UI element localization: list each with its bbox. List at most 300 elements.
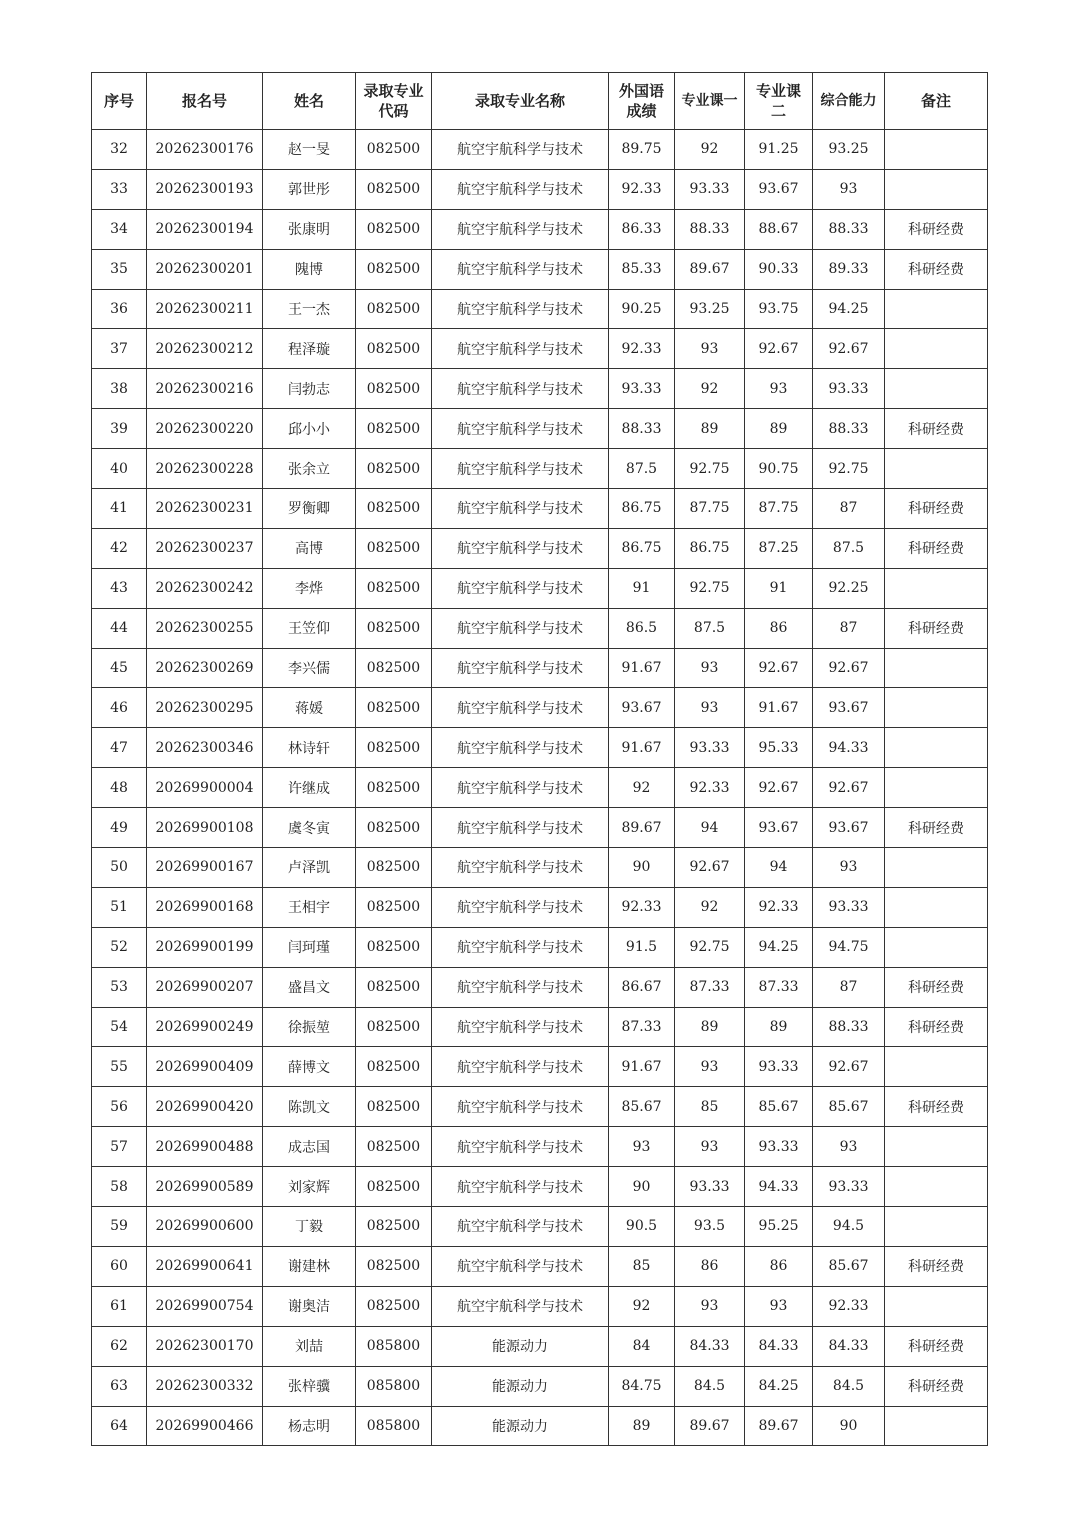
cell-seq: 39 [92,409,147,449]
cell-course1: 92.75 [675,449,745,489]
cell-overall: 87 [813,608,885,648]
cell-major-name: 航空宇航科学与技术 [432,608,609,648]
cell-major-code: 082500 [356,648,432,688]
table-header [92,73,988,130]
cell-course1: 92.33 [675,768,745,808]
cell-seq: 49 [92,808,147,848]
cell-major-code: 082500 [356,289,432,329]
cell-course2: 89.67 [745,1406,813,1446]
cell-reg-no: 20269900004 [147,768,263,808]
cell-major-name: 航空宇航科学与技术 [432,409,609,449]
cell-course2: 93.67 [745,169,813,209]
cell-major-name: 航空宇航科学与技术 [432,648,609,688]
table-row [92,808,988,848]
cell-overall: 92.33 [813,1286,885,1326]
cell-foreign-lang: 86.67 [609,967,675,1007]
cell-major-code: 082500 [356,1087,432,1127]
table-row [92,249,988,289]
cell-course1: 89 [675,1007,745,1047]
cell-course2: 90.75 [745,449,813,489]
table-row [92,967,988,1007]
cell-reg-no: 20262300193 [147,169,263,209]
table-row [92,329,988,369]
cell-reg-no: 20262300255 [147,608,263,648]
header-course1: 专业课一 [675,73,745,130]
cell-major-code: 082500 [356,169,432,209]
cell-foreign-lang: 86.5 [609,608,675,648]
cell-name: 蒋媛 [263,688,356,728]
cell-course2: 87.33 [745,967,813,1007]
table-row [92,209,988,249]
cell-seq: 32 [92,130,147,170]
cell-course2: 85.67 [745,1087,813,1127]
cell-seq: 64 [92,1406,147,1446]
header-remark: 备注 [885,73,988,130]
cell-major-name: 航空宇航科学与技术 [432,927,609,967]
cell-seq: 47 [92,728,147,768]
cell-seq: 63 [92,1366,147,1406]
table-row [92,887,988,927]
cell-name: 刘家辉 [263,1167,356,1207]
cell-major-name: 航空宇航科学与技术 [432,1167,609,1207]
cell-reg-no: 20269900168 [147,887,263,927]
cell-remark [885,1127,988,1167]
cell-name: 徐振堃 [263,1007,356,1047]
cell-foreign-lang: 84 [609,1326,675,1366]
cell-overall: 93.67 [813,808,885,848]
cell-major-name: 航空宇航科学与技术 [432,967,609,1007]
cell-foreign-lang: 90 [609,848,675,888]
header-course2: 专业课二 [745,73,813,130]
cell-course1: 93.25 [675,289,745,329]
cell-name: 隗博 [263,249,356,289]
cell-course1: 92 [675,369,745,409]
cell-major-code: 082500 [356,728,432,768]
cell-overall: 94.75 [813,927,885,967]
cell-major-name: 航空宇航科学与技术 [432,130,609,170]
cell-remark [885,1167,988,1207]
cell-course1: 94 [675,808,745,848]
cell-remark: 科研经费 [885,1246,988,1286]
cell-course2: 92.67 [745,768,813,808]
cell-remark [885,1047,988,1087]
cell-course1: 93.33 [675,169,745,209]
cell-reg-no: 20269900600 [147,1207,263,1247]
table-row [92,1406,988,1446]
cell-course1: 88.33 [675,209,745,249]
cell-foreign-lang: 90.5 [609,1207,675,1247]
cell-name: 卢泽凯 [263,848,356,888]
table-row [92,1167,988,1207]
cell-course1: 87.5 [675,608,745,648]
cell-remark [885,289,988,329]
cell-course1: 93 [675,648,745,688]
cell-reg-no: 20262300194 [147,209,263,249]
cell-seq: 40 [92,449,147,489]
cell-major-name: 航空宇航科学与技术 [432,169,609,209]
header-foreign-lang: 外国语成绩 [609,73,675,130]
cell-major-name: 航空宇航科学与技术 [432,728,609,768]
cell-remark: 科研经费 [885,608,988,648]
cell-name: 李兴儒 [263,648,356,688]
cell-seq: 41 [92,489,147,529]
cell-major-code: 082500 [356,1007,432,1047]
table-row [92,648,988,688]
cell-seq: 62 [92,1326,147,1366]
cell-name: 王一杰 [263,289,356,329]
cell-major-name: 航空宇航科学与技术 [432,289,609,329]
table-row [92,848,988,888]
table-row [92,169,988,209]
cell-name: 陈凯文 [263,1087,356,1127]
cell-overall: 88.33 [813,1007,885,1047]
cell-course1: 84.5 [675,1366,745,1406]
cell-reg-no: 20262300211 [147,289,263,329]
cell-foreign-lang: 93.33 [609,369,675,409]
cell-course2: 86 [745,608,813,648]
cell-reg-no: 20269900249 [147,1007,263,1047]
cell-seq: 33 [92,169,147,209]
cell-course1: 89.67 [675,249,745,289]
cell-major-code: 082500 [356,130,432,170]
cell-course1: 87.33 [675,967,745,1007]
cell-foreign-lang: 86.33 [609,209,675,249]
admission-table [91,72,988,1446]
cell-overall: 90 [813,1406,885,1446]
cell-reg-no: 20262300346 [147,728,263,768]
cell-remark [885,169,988,209]
cell-remark [885,848,988,888]
cell-reg-no: 20262300228 [147,449,263,489]
cell-major-code: 082500 [356,768,432,808]
cell-name: 薛博文 [263,1047,356,1087]
cell-seq: 55 [92,1047,147,1087]
cell-remark: 科研经费 [885,209,988,249]
cell-course2: 93.75 [745,289,813,329]
cell-foreign-lang: 93.67 [609,688,675,728]
table-row [92,1127,988,1167]
cell-major-code: 082500 [356,608,432,648]
cell-reg-no: 20262300332 [147,1366,263,1406]
cell-name: 邱小小 [263,409,356,449]
cell-reg-no: 20269900466 [147,1406,263,1446]
cell-major-code: 082500 [356,1286,432,1326]
cell-remark: 科研经费 [885,1087,988,1127]
cell-overall: 93.25 [813,130,885,170]
cell-name: 盛昌文 [263,967,356,1007]
cell-reg-no: 20269900199 [147,927,263,967]
cell-course2: 86 [745,1246,813,1286]
cell-seq: 59 [92,1207,147,1247]
cell-foreign-lang: 84.75 [609,1366,675,1406]
cell-seq: 45 [92,648,147,688]
cell-course1: 92.67 [675,848,745,888]
cell-remark: 科研经费 [885,808,988,848]
cell-name: 虞冬寅 [263,808,356,848]
cell-seq: 43 [92,568,147,608]
cell-course1: 85 [675,1087,745,1127]
cell-remark [885,1286,988,1326]
cell-foreign-lang: 87.5 [609,449,675,489]
cell-major-name: 航空宇航科学与技术 [432,1286,609,1326]
cell-name: 闫勃志 [263,369,356,409]
cell-remark [885,449,988,489]
cell-major-code: 082500 [356,1047,432,1087]
cell-foreign-lang: 89 [609,1406,675,1446]
table-row [92,728,988,768]
cell-overall: 92.67 [813,768,885,808]
cell-overall: 92.67 [813,329,885,369]
cell-seq: 38 [92,369,147,409]
cell-overall: 84.33 [813,1326,885,1366]
cell-course1: 93 [675,1047,745,1087]
cell-course2: 88.67 [745,209,813,249]
cell-overall: 92.75 [813,449,885,489]
cell-course2: 94 [745,848,813,888]
cell-name: 王相宇 [263,887,356,927]
cell-name: 郭世彤 [263,169,356,209]
cell-major-code: 082500 [356,449,432,489]
cell-overall: 87.5 [813,528,885,568]
table-row [92,1286,988,1326]
cell-foreign-lang: 92 [609,768,675,808]
cell-course2: 95.33 [745,728,813,768]
cell-foreign-lang: 92 [609,1286,675,1326]
cell-remark [885,688,988,728]
cell-course1: 89.67 [675,1406,745,1446]
cell-major-code: 082500 [356,209,432,249]
cell-overall: 93.67 [813,688,885,728]
cell-course2: 89 [745,409,813,449]
cell-overall: 93 [813,848,885,888]
cell-seq: 57 [92,1127,147,1167]
cell-reg-no: 20262300201 [147,249,263,289]
cell-course1: 93.5 [675,1207,745,1247]
cell-name: 张余立 [263,449,356,489]
table-row [92,369,988,409]
cell-course1: 86.75 [675,528,745,568]
header-overall: 综合能力 [813,73,885,130]
cell-overall: 94.5 [813,1207,885,1247]
cell-major-name: 航空宇航科学与技术 [432,568,609,608]
cell-reg-no: 20262300170 [147,1326,263,1366]
cell-remark: 科研经费 [885,409,988,449]
table-row [92,1246,988,1286]
cell-remark: 科研经费 [885,489,988,529]
table-row [92,1047,988,1087]
header-name: 姓名 [263,73,356,130]
cell-overall: 94.25 [813,289,885,329]
cell-course1: 93 [675,688,745,728]
cell-overall: 93 [813,169,885,209]
cell-course1: 84.33 [675,1326,745,1366]
cell-name: 罗衡卿 [263,489,356,529]
cell-name: 成志国 [263,1127,356,1167]
cell-seq: 61 [92,1286,147,1326]
table-row [92,289,988,329]
cell-foreign-lang: 91 [609,568,675,608]
cell-major-name: 航空宇航科学与技术 [432,329,609,369]
cell-remark: 科研经费 [885,528,988,568]
cell-reg-no: 20262300220 [147,409,263,449]
cell-overall: 84.5 [813,1366,885,1406]
cell-major-name: 航空宇航科学与技术 [432,848,609,888]
cell-overall: 93.33 [813,369,885,409]
cell-major-name: 航空宇航科学与技术 [432,768,609,808]
cell-overall: 89.33 [813,249,885,289]
cell-major-name: 航空宇航科学与技术 [432,1246,609,1286]
cell-course1: 93 [675,1127,745,1167]
cell-major-name: 能源动力 [432,1366,609,1406]
cell-course1: 92.75 [675,927,745,967]
table-row [92,1007,988,1047]
cell-major-code: 082500 [356,688,432,728]
cell-seq: 44 [92,608,147,648]
table-row [92,688,988,728]
cell-course1: 93.33 [675,1167,745,1207]
cell-major-code: 082500 [356,1246,432,1286]
cell-seq: 35 [92,249,147,289]
cell-major-code: 082500 [356,967,432,1007]
cell-name: 张梓骥 [263,1366,356,1406]
cell-name: 谢奥洁 [263,1286,356,1326]
cell-major-code: 082500 [356,528,432,568]
cell-remark: 科研经费 [885,1007,988,1047]
header-reg-no: 报名号 [147,73,263,130]
cell-major-name: 航空宇航科学与技术 [432,449,609,489]
cell-overall: 85.67 [813,1246,885,1286]
header-major-code: 录取专业代码 [356,73,432,130]
cell-major-code: 082500 [356,369,432,409]
cell-major-name: 航空宇航科学与技术 [432,1047,609,1087]
cell-major-name: 航空宇航科学与技术 [432,688,609,728]
cell-course2: 91 [745,568,813,608]
cell-name: 闫珂瑾 [263,927,356,967]
cell-name: 谢建林 [263,1246,356,1286]
cell-seq: 56 [92,1087,147,1127]
cell-remark: 科研经费 [885,1326,988,1366]
header-row [92,73,988,130]
cell-reg-no: 20269900167 [147,848,263,888]
cell-foreign-lang: 90 [609,1167,675,1207]
cell-remark [885,329,988,369]
cell-major-code: 082500 [356,1127,432,1167]
cell-reg-no: 20269900207 [147,967,263,1007]
cell-seq: 37 [92,329,147,369]
cell-course2: 93 [745,1286,813,1326]
cell-overall: 92.25 [813,568,885,608]
cell-remark: 科研经费 [885,249,988,289]
cell-reg-no: 20269900409 [147,1047,263,1087]
cell-major-code: 082500 [356,808,432,848]
cell-course2: 92.67 [745,648,813,688]
cell-remark [885,927,988,967]
cell-seq: 42 [92,528,147,568]
cell-major-name: 航空宇航科学与技术 [432,1087,609,1127]
cell-remark: 科研经费 [885,1366,988,1406]
cell-foreign-lang: 92.33 [609,169,675,209]
cell-remark [885,1406,988,1446]
cell-remark [885,728,988,768]
cell-name: 程泽璇 [263,329,356,369]
cell-overall: 94.33 [813,728,885,768]
cell-reg-no: 20262300237 [147,528,263,568]
cell-foreign-lang: 88.33 [609,409,675,449]
cell-foreign-lang: 92.33 [609,329,675,369]
cell-overall: 85.67 [813,1087,885,1127]
cell-course1: 92.75 [675,568,745,608]
cell-major-name: 航空宇航科学与技术 [432,249,609,289]
cell-foreign-lang: 90.25 [609,289,675,329]
cell-major-code: 082500 [356,1167,432,1207]
cell-major-code: 082500 [356,1207,432,1247]
cell-reg-no: 20262300216 [147,369,263,409]
cell-major-name: 能源动力 [432,1326,609,1366]
cell-foreign-lang: 91.67 [609,648,675,688]
cell-course1: 87.75 [675,489,745,529]
cell-remark [885,768,988,808]
cell-overall: 93 [813,1127,885,1167]
cell-seq: 36 [92,289,147,329]
cell-foreign-lang: 86.75 [609,489,675,529]
cell-course2: 84.33 [745,1326,813,1366]
cell-course1: 92 [675,887,745,927]
cell-overall: 88.33 [813,209,885,249]
cell-major-code: 082500 [356,887,432,927]
table-row [92,927,988,967]
cell-reg-no: 20269900488 [147,1127,263,1167]
cell-reg-no: 20262300231 [147,489,263,529]
cell-course2: 90.33 [745,249,813,289]
cell-name: 林诗轩 [263,728,356,768]
cell-reg-no: 20262300269 [147,648,263,688]
table-row [92,1326,988,1366]
cell-foreign-lang: 86.75 [609,528,675,568]
cell-foreign-lang: 85.67 [609,1087,675,1127]
cell-name: 李烨 [263,568,356,608]
cell-reg-no: 20262300212 [147,329,263,369]
cell-remark [885,369,988,409]
table-body [92,130,988,1446]
cell-major-code: 085800 [356,1406,432,1446]
cell-remark: 科研经费 [885,967,988,1007]
cell-seq: 60 [92,1246,147,1286]
cell-course2: 92.67 [745,329,813,369]
cell-course2: 95.25 [745,1207,813,1247]
cell-seq: 52 [92,927,147,967]
cell-seq: 48 [92,768,147,808]
cell-major-code: 082500 [356,329,432,369]
table-row [92,489,988,529]
cell-course2: 93.67 [745,808,813,848]
cell-course2: 84.25 [745,1366,813,1406]
cell-course2: 89 [745,1007,813,1047]
cell-major-name: 航空宇航科学与技术 [432,1127,609,1167]
cell-foreign-lang: 89.75 [609,130,675,170]
table-row [92,568,988,608]
cell-major-code: 082500 [356,409,432,449]
cell-name: 杨志明 [263,1406,356,1446]
cell-seq: 46 [92,688,147,728]
table-row [92,768,988,808]
cell-seq: 50 [92,848,147,888]
cell-course2: 87.75 [745,489,813,529]
header-seq: 序号 [92,73,147,130]
cell-course2: 94.33 [745,1167,813,1207]
cell-course1: 93 [675,329,745,369]
cell-major-code: 082500 [356,848,432,888]
cell-remark [885,887,988,927]
